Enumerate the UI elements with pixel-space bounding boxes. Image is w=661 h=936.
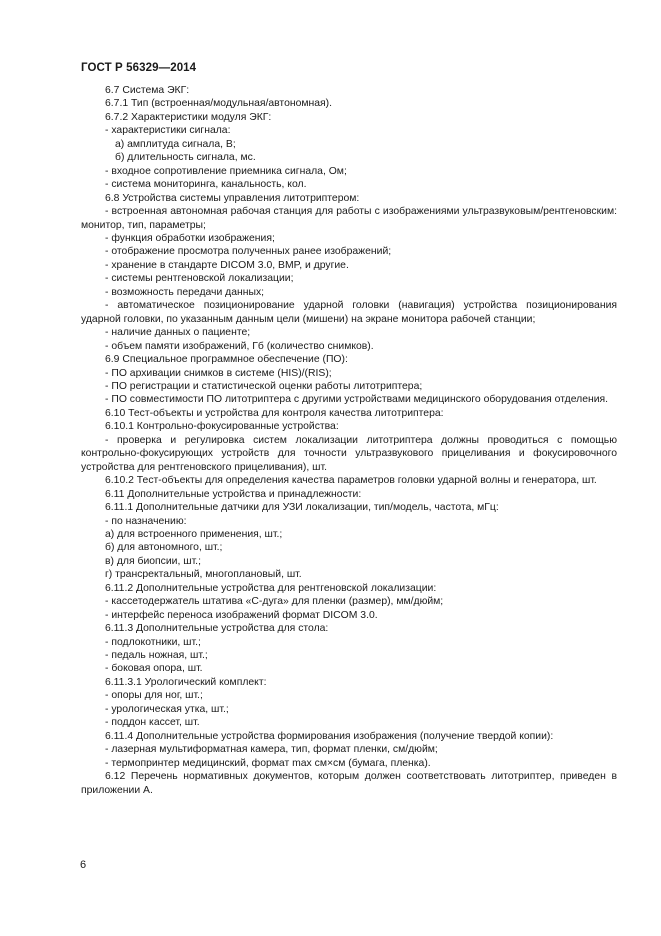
- paragraph: г) трансректальный, многоплановый, шт.: [105, 569, 302, 581]
- paragraph: 6.11.4 Дополнительные устройства формирования изображения (получение твердой копии):: [105, 730, 554, 742]
- paragraph: - по назначению:: [105, 515, 187, 527]
- paragraph: - проверка и регулировка систем локализации литотриптера должны проводиться с помощью контрольно-фокусирующих устройств для точности ультразвукового прицеливания и фокусировочного устройства для рентгеновского прицеливания), шт.: [81, 434, 617, 473]
- paragraph: - ПО архивации снимков в системе (HIS)/(RIS);: [105, 367, 332, 379]
- paragraph: 6.10.2 Тест-объекты для определения качества параметров головки ударной волны и генератора, шт.: [105, 475, 597, 487]
- paragraph: - поддон кассет, шт.: [105, 717, 200, 729]
- paragraph: 6.11.2 Дополнительные устройства для рентгеновской локализации:: [105, 582, 437, 594]
- paragraph: - хранение в стандарте DICOM 3.0, BMP, и другие.: [105, 259, 349, 271]
- paragraph: - лазерная мультиформатная камера, тип, формат пленки, см/дюйм;: [105, 744, 438, 756]
- paragraph: б) длительность сигнала, мс.: [115, 152, 256, 164]
- paragraph: 6.10 Тест-объекты и устройства для контроля качества литотриптера:: [105, 407, 444, 419]
- paragraph: - автоматическое позиционирование ударной головки (навигация) устройства позиционирования ударной головки, по указанным данным цели (мишени) на экране монитора рабочей станции;: [81, 300, 617, 325]
- paragraph: а) амплитуда сигнала, В;: [115, 138, 236, 150]
- document-body: [81, 84, 617, 797]
- paragraph: - функция обработки изображения;: [105, 232, 275, 244]
- paragraph: - отображение просмотра полученных ранее изображений;: [105, 246, 392, 258]
- paragraph: - подлокотники, шт.;: [105, 636, 201, 648]
- paragraph: - термопринтер медицинский, формат max см×см (бумага, пленка).: [105, 757, 431, 769]
- paragraph: 6.7.2 Характеристики модуля ЭКГ:: [105, 111, 272, 123]
- paragraph: - ПО регистрации и статистической оценки работы литотриптера;: [105, 380, 423, 392]
- paragraph: - встроенная автономная рабочая станция для работы с изображениями ультразвуковым/рентгеновским: монитор, тип, параметры;: [81, 206, 617, 231]
- paragraph: 6.7.1 Тип (встроенная/модульная/автономная).: [105, 98, 332, 110]
- paragraph: - системы рентгеновской локализации;: [105, 273, 294, 285]
- paragraph: - урологическая утка, шт.;: [105, 703, 229, 715]
- paragraph: 6.10.1 Контрольно-фокусированные устройства:: [105, 421, 339, 433]
- paragraph: 6.8 Устройства системы управления литотриптером:: [105, 192, 360, 204]
- paragraph: б) для автономного, шт.;: [105, 542, 223, 554]
- paragraph: - боковая опора, шт.: [105, 663, 203, 675]
- paragraph: в) для биопсии, шт.;: [105, 555, 201, 567]
- paragraph: а) для встроенного применения, шт.;: [105, 528, 283, 540]
- paragraph: - система мониторинга, канальность, кол.: [105, 179, 307, 191]
- paragraph: - интерфейс переноса изображений формат DICOM 3.0.: [105, 609, 378, 621]
- paragraph: - характеристики сигнала:: [105, 125, 231, 137]
- paragraph: - наличие данных о пациенте;: [105, 327, 251, 339]
- paragraph: - кассетодержатель штатива «С-дуга» для пленки (размер), мм/дюйм;: [105, 596, 444, 608]
- paragraph: - ПО совместимости ПО литотриптера с другими устройствами медицинского оборудования отделения.: [105, 394, 609, 406]
- paragraph: 6.7 Система ЭКГ:: [105, 85, 190, 96]
- paragraph: 6.9 Специальное программное обеспечение (ПО):: [105, 354, 348, 366]
- paragraph: - педаль ножная, шт.;: [105, 650, 208, 662]
- paragraph: 6.11.1 Дополнительные датчики для УЗИ локализации, тип/модель, частота, мГц:: [105, 502, 499, 514]
- paragraph: 6.11.3 Дополнительные устройства для стола:: [105, 623, 329, 635]
- paragraph: 6.11.3.1 Урологический комплект:: [105, 676, 267, 688]
- document-header: ГОСТ Р 56329—2014: [81, 62, 197, 74]
- paragraph: 6.11 Дополнительные устройства и принадлежности:: [105, 488, 362, 500]
- paragraph: 6.12 Перечень нормативных документов, которым должен соответствовать литотриптер, приведен в приложении А.: [81, 771, 617, 796]
- paragraph: - опоры для ног, шт.;: [105, 690, 203, 702]
- paragraph: - возможность передачи данных;: [105, 286, 265, 298]
- paragraph: - входное сопротивление приемника сигнала, Ом;: [105, 165, 347, 177]
- paragraph: - объем памяти изображений, Гб (количество снимков).: [105, 340, 374, 352]
- page-number: 6: [80, 859, 87, 871]
